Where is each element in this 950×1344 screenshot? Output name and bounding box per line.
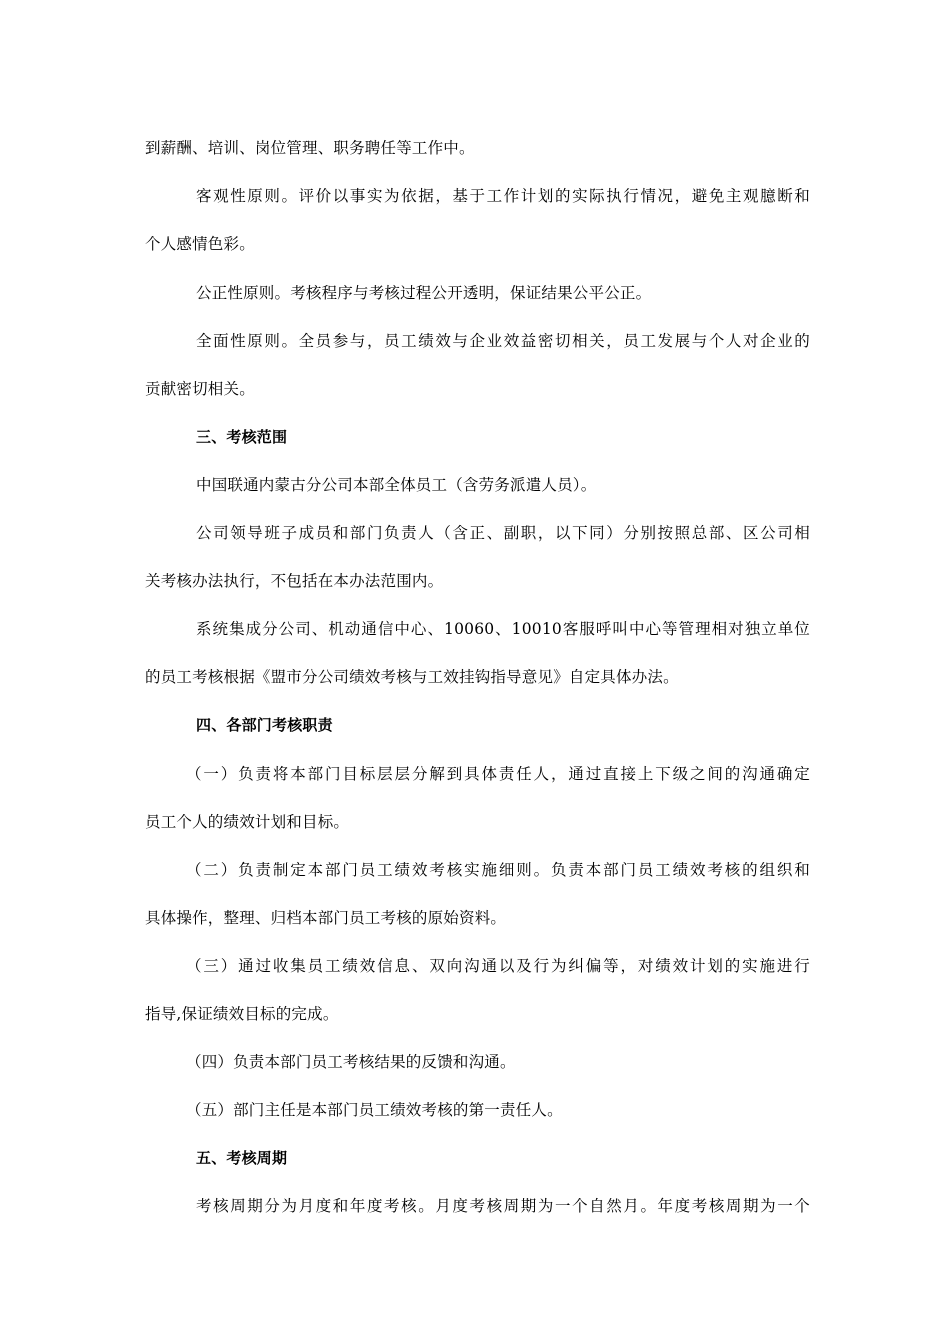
paragraph-objectivity: 客观性原则。评价以事实为依据，基于工作计划的实际执行情况，避免主观臆断和 — [196, 187, 810, 205]
body-line: 贡献密切相关。 — [145, 380, 255, 398]
paragraph-scope-staff: 中国联通内蒙古分公司本部全体员工（含劳务派遣人员）。 — [196, 476, 597, 494]
list-item-4: （四）负责本部门员工考核结果的反馈和沟通。 — [186, 1053, 516, 1071]
section-heading-scope: 三、考核范围 — [196, 428, 288, 446]
body-line: 关考核办法执行，不包括在本办法范围内。 — [145, 572, 444, 590]
body-line: 个人感情色彩。 — [145, 235, 255, 253]
list-item-1: （一）负责将本部门目标层层分解到具体责任人，通过直接上下级之间的沟通确定 — [186, 765, 810, 783]
paragraph-independent-units: 系统集成分公司、机动通信中心、10060、10010客服呼叫中心等管理相对独立单位 — [196, 620, 810, 638]
paragraph-leadership: 公司领导班子成员和部门负责人（含正、副职，以下同）分别按照总部、区公司相 — [196, 524, 810, 542]
list-item-5: （五）部门主任是本部门员工绩效考核的第一责任人。 — [186, 1101, 563, 1119]
paragraph-comprehensiveness: 全面性原则。全员参与，员工绩效与企业效益密切相关，员工发展与个人对企业的 — [196, 332, 810, 350]
body-line: 到薪酬、培训、岗位管理、职务聘任等工作中。 — [145, 139, 475, 157]
section-heading-cycle: 五、考核周期 — [196, 1149, 288, 1167]
list-item-2: （二）负责制定本部门员工绩效考核实施细则。负责本部门员工绩效考核的组织和 — [186, 861, 810, 879]
body-line: 的员工考核根据《盟市分公司绩效考核与工效挂钩指导意见》自定具体办法。 — [145, 668, 679, 686]
body-line: 具体操作，整理、归档本部门员工考核的原始资料。 — [145, 909, 507, 927]
paragraph-fairness: 公正性原则。考核程序与考核过程公开透明，保证结果公平公正。 — [196, 284, 652, 302]
body-line: 指导,保证绩效目标的完成。 — [145, 1005, 339, 1023]
body-line: 员工个人的绩效计划和目标。 — [145, 813, 350, 831]
paragraph-cycle: 考核周期分为月度和年度考核。月度考核周期为一个自然月。年度考核周期为一个 — [196, 1197, 810, 1215]
section-heading-responsibilities: 四、各部门考核职责 — [196, 716, 333, 734]
list-item-3: （三）通过收集员工绩效信息、双向沟通以及行为纠偏等，对绩效计划的实施进行 — [186, 957, 810, 975]
